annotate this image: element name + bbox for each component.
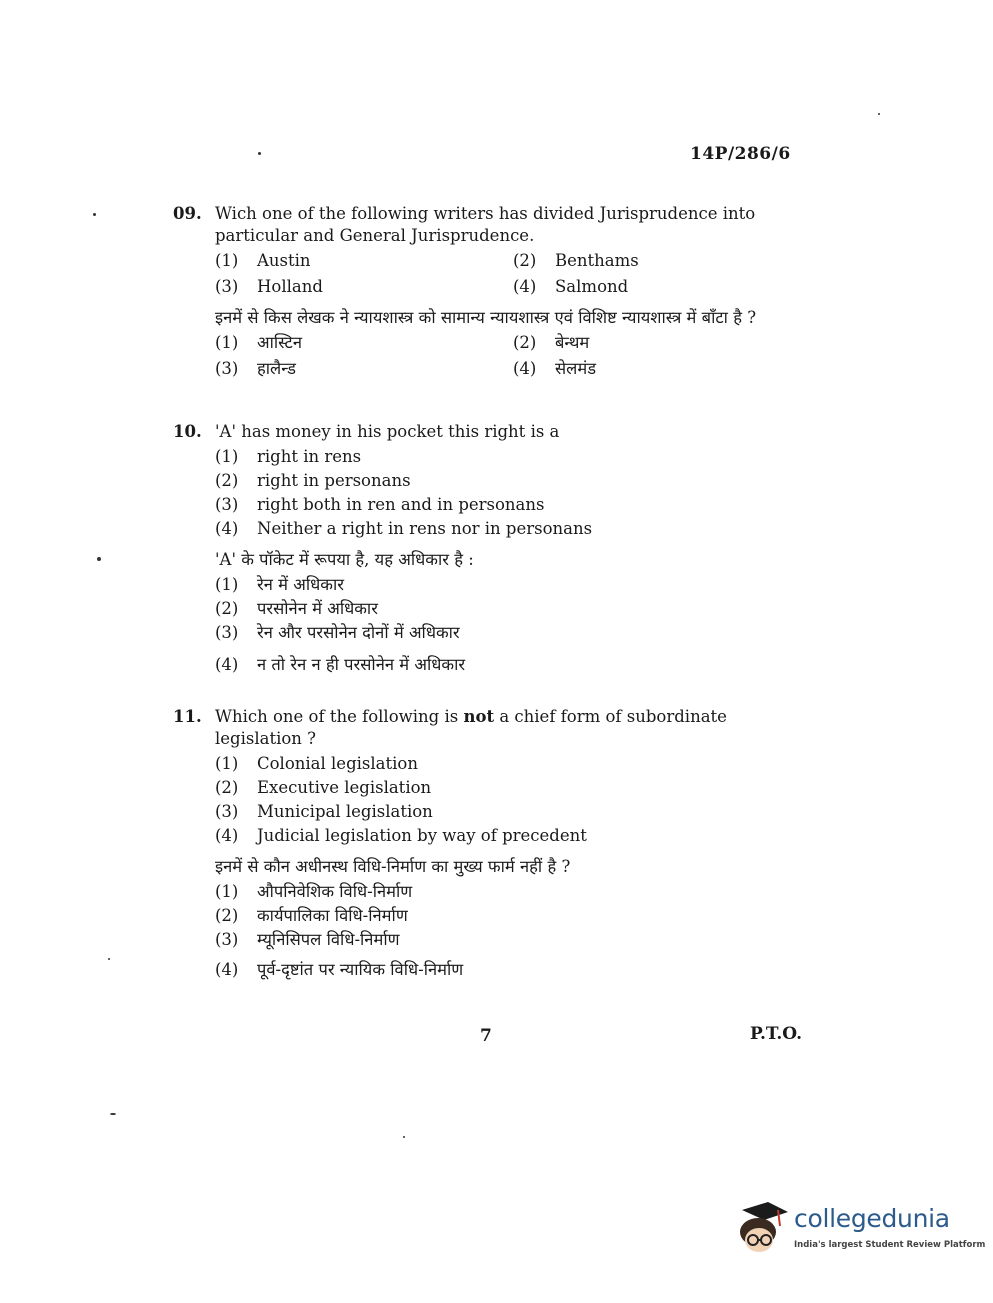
question-text-hindi: 'A' के पॉकेट में रूपया है, यह अधिकार है : bbox=[215, 550, 474, 569]
option-number: (1) bbox=[215, 882, 239, 901]
option-number: (2) bbox=[215, 599, 239, 618]
option-text: न तो रेन न ही परसोनेन में अधिकार bbox=[257, 655, 466, 674]
scan-speck bbox=[93, 213, 96, 216]
option-1 bbox=[215, 752, 813, 776]
option-number: (4) bbox=[215, 960, 239, 979]
option-text: Benthams bbox=[555, 251, 639, 270]
option-number: (4) bbox=[215, 519, 239, 538]
option-2 bbox=[513, 331, 813, 355]
option-text: म्यूनिसिपल विधि-निर्माण bbox=[257, 930, 400, 949]
question-number: 09. bbox=[173, 204, 202, 223]
question-10 bbox=[173, 421, 813, 677]
option-text: right both in ren and in personans bbox=[257, 495, 545, 514]
option-1 bbox=[215, 880, 813, 904]
logo-tagline: India's largest Student Review Platform bbox=[794, 1240, 986, 1250]
option-3 bbox=[215, 928, 813, 952]
scan-speck bbox=[108, 958, 110, 960]
option-number: (3) bbox=[215, 495, 239, 514]
scan-speck bbox=[258, 152, 261, 155]
option-text: पूर्व-दृष्टांत पर न्यायिक विधि-निर्माण bbox=[257, 960, 464, 979]
option-1 bbox=[215, 573, 813, 597]
option-text: Neither a right in rens nor in personans bbox=[257, 519, 593, 538]
option-3 bbox=[215, 275, 513, 299]
options-hindi bbox=[215, 880, 813, 982]
options-hindi bbox=[215, 331, 813, 381]
option-text: right in personans bbox=[257, 471, 411, 490]
option-4 bbox=[215, 824, 813, 848]
question-11 bbox=[173, 706, 813, 982]
question-text-part: Which one of the following is bbox=[215, 707, 464, 726]
question-text-english: Wich one of the following writers has divided Jurisprudence into particular and General Jurisprudence. bbox=[215, 204, 756, 245]
options-english bbox=[215, 249, 813, 299]
options-english bbox=[215, 752, 813, 848]
option-text: Holland bbox=[257, 277, 323, 296]
mascot-icon bbox=[734, 1196, 792, 1258]
question-text-english: 'A' has money in his pocket this right is a bbox=[215, 422, 560, 441]
question-number: 10. bbox=[173, 422, 202, 441]
option-4 bbox=[215, 653, 813, 677]
option-number: (3) bbox=[215, 802, 239, 821]
option-text: Executive legislation bbox=[257, 778, 432, 797]
option-text: आस्टिन bbox=[257, 333, 303, 352]
option-4 bbox=[215, 958, 813, 982]
pto-label: P.T.O. bbox=[750, 1024, 802, 1044]
option-number: (2) bbox=[215, 471, 239, 490]
option-number: (4) bbox=[215, 826, 239, 845]
option-text: Municipal legislation bbox=[257, 802, 433, 821]
option-text: कार्यपालिका विधि-निर्माण bbox=[257, 906, 408, 925]
scan-speck bbox=[97, 557, 101, 561]
option-3 bbox=[215, 800, 813, 824]
option-number: (3) bbox=[215, 359, 239, 378]
option-number: (1) bbox=[215, 575, 239, 594]
question-text-part: a chief form of subordinate legislation ? bbox=[215, 707, 727, 748]
question-number: 11. bbox=[173, 707, 202, 726]
option-text: रेन और परसोनेन दोनों में अधिकार bbox=[257, 623, 460, 642]
option-1 bbox=[215, 445, 813, 469]
option-number: (2) bbox=[215, 778, 239, 797]
collegedunia-logo bbox=[734, 1196, 986, 1258]
option-4 bbox=[215, 517, 813, 541]
question-emphasis: not bbox=[463, 707, 495, 726]
option-number: (3) bbox=[215, 623, 239, 642]
option-text: बेन्थम bbox=[555, 333, 590, 352]
option-2 bbox=[215, 776, 813, 800]
scan-speck bbox=[403, 1136, 405, 1138]
option-number: (2) bbox=[513, 333, 537, 352]
option-number: (1) bbox=[215, 754, 239, 773]
option-text: Judicial legislation by way of precedent bbox=[257, 826, 587, 845]
option-number: (3) bbox=[215, 277, 239, 296]
option-text: रेन में अधिकार bbox=[257, 575, 344, 594]
option-2 bbox=[513, 249, 813, 273]
option-number: (4) bbox=[513, 277, 537, 296]
option-2 bbox=[215, 904, 813, 928]
scan-speck bbox=[110, 1113, 116, 1115]
option-number: (1) bbox=[215, 251, 239, 270]
option-1 bbox=[215, 331, 513, 355]
question-text-hindi: इनमें से कौन अधीनस्थ विधि-निर्माण का मुख्य फार्म नहीं है ? bbox=[215, 857, 571, 876]
option-number: (1) bbox=[215, 447, 239, 466]
scan-speck bbox=[878, 113, 880, 115]
option-number: (1) bbox=[215, 333, 239, 352]
option-number: (2) bbox=[513, 251, 537, 270]
option-number: (4) bbox=[513, 359, 537, 378]
question-09 bbox=[173, 203, 813, 381]
option-3 bbox=[215, 357, 513, 381]
option-text: Salmond bbox=[555, 277, 629, 296]
logo-wordmark: collegedunia bbox=[794, 1204, 950, 1233]
option-2 bbox=[215, 597, 813, 621]
options-hindi bbox=[215, 573, 813, 677]
option-text: Colonial legislation bbox=[257, 754, 418, 773]
question-text-hindi: इनमें से किस लेखक ने न्यायशास्त्र को सामान्य न्यायशास्त्र एवं विशिष्ट न्यायशास्त्र में बाँटा है ? bbox=[215, 308, 757, 327]
option-text: हालैन्ड bbox=[257, 359, 296, 378]
option-text: परसोनेन में अधिकार bbox=[257, 599, 378, 618]
paper-code: 14P/286/6 bbox=[690, 144, 791, 164]
option-text: right in rens bbox=[257, 447, 362, 466]
option-number: (3) bbox=[215, 930, 239, 949]
option-3 bbox=[215, 621, 813, 645]
options-english bbox=[215, 445, 813, 541]
option-1 bbox=[215, 249, 513, 273]
option-text: Austin bbox=[257, 251, 311, 270]
option-4 bbox=[513, 357, 813, 381]
page-number: 7 bbox=[480, 1026, 492, 1046]
option-number: (4) bbox=[215, 655, 239, 674]
option-4 bbox=[513, 275, 813, 299]
option-number: (2) bbox=[215, 906, 239, 925]
question-text-english bbox=[215, 706, 813, 750]
option-3 bbox=[215, 493, 813, 517]
option-text: औपनिवेशिक विधि-निर्माण bbox=[257, 882, 413, 901]
option-text: सेलमंड bbox=[555, 359, 597, 378]
option-2 bbox=[215, 469, 813, 493]
